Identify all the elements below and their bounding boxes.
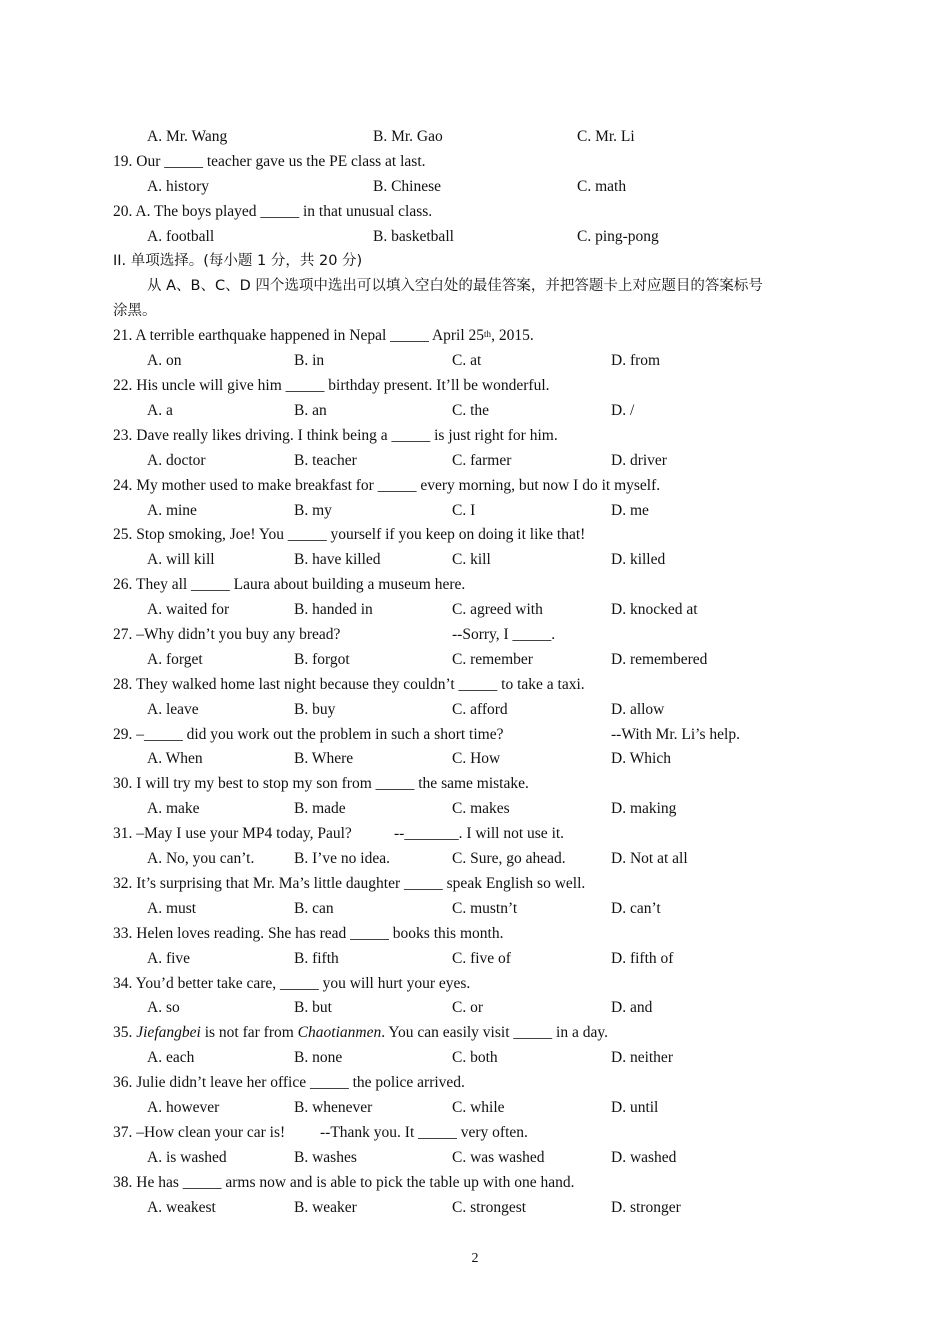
q37-option-d: D. washed: [611, 1149, 677, 1166]
q20-option-a: A. football: [147, 228, 215, 245]
q25-stem: 25. Stop smoking, Joe! You _____ yourself if you keep on doing it like that!: [113, 526, 586, 543]
q26-stem: 26. They all _____ Laura about building a museum here.: [113, 576, 466, 593]
q31-stem: 31. –May I use your MP4 today, Paul?: [113, 825, 352, 842]
q20-option-c: C. ping-pong: [577, 228, 659, 245]
q19-option-a: A. history: [147, 178, 209, 195]
section-instruction-line1: 从 A、B、C、D 四个选项中选出可以填入空白处的最佳答案，并把答题卡上对应题目的答案标号: [147, 278, 763, 294]
q33-option-c: C. five of: [452, 950, 511, 967]
q24-option-a: A. mine: [147, 502, 197, 519]
q27-stem: 27. –Why didn’t you buy any bread?: [113, 626, 341, 643]
q38-option-a: A. weakest: [147, 1199, 216, 1216]
q31-option-b: B. I’ve no idea.: [294, 850, 390, 867]
q35-stem-tail: . You can easily visit _____ in a day.: [381, 1024, 608, 1041]
q37-stem: 37. –How clean your car is!: [113, 1124, 286, 1141]
q27-option-b: B. forgot: [294, 651, 350, 668]
q23-option-b: B. teacher: [294, 452, 357, 469]
q35-number: 35.: [113, 1024, 133, 1041]
q34-option-d: D. and: [611, 999, 653, 1016]
q38-stem: 38. He has _____ arms now and is able to pick the table up with one hand.: [113, 1174, 575, 1191]
q21-superscript: th: [484, 329, 492, 339]
q23-stem: 23. Dave really likes driving. I think being a _____ is just right for him.: [113, 427, 558, 444]
q34-option-c: C. or: [452, 999, 483, 1016]
q25-option-c: C. kill: [452, 551, 491, 568]
q25-option-b: B. have killed: [294, 551, 381, 568]
q32-option-c: C. mustn’t: [452, 900, 518, 917]
section-instruction-line2: 涂黑。: [113, 303, 157, 319]
q35-option-c: C. both: [452, 1049, 498, 1066]
q21-option-b: B. in: [294, 352, 325, 369]
q30-stem: 30. I will try my best to stop my son from _____ the same mistake.: [113, 775, 529, 792]
q29-option-d: D. Which: [611, 750, 671, 767]
q22-option-c: C. the: [452, 402, 490, 419]
q21-option-a: A. on: [147, 352, 182, 369]
q20-option-b: B. basketball: [373, 228, 454, 245]
q29-option-c: C. How: [452, 750, 501, 767]
q28-option-a: A. leave: [147, 701, 199, 718]
q36-option-c: C. while: [452, 1099, 505, 1116]
q29-reply: --With Mr. Li’s help.: [611, 726, 740, 743]
q30-option-c: C. makes: [452, 800, 510, 817]
q33-option-b: B. fifth: [294, 950, 339, 967]
q37-option-b: B. washes: [294, 1149, 357, 1166]
q27-option-d: D. remembered: [611, 651, 708, 668]
q23-option-c: C. farmer: [452, 452, 512, 469]
q36-option-d: D. until: [611, 1099, 659, 1116]
q24-option-d: D. me: [611, 502, 649, 519]
q37-option-a: A. is washed: [147, 1149, 227, 1166]
q34-option-b: B. but: [294, 999, 332, 1016]
q35-option-a: A. each: [147, 1049, 195, 1066]
q35-stem: [113, 1023, 608, 1043]
q26-option-b: B. handed in: [294, 601, 373, 618]
q27-option-c: C. remember: [452, 651, 533, 668]
q31-reply: --_______. I will not use it.: [394, 825, 565, 842]
q19-option-b: B. Chinese: [373, 178, 442, 195]
q21-option-c: C. at: [452, 352, 482, 369]
q35-place-jiefangbei: Jiefangbei: [136, 1024, 201, 1041]
q29-option-b: B. Where: [294, 750, 354, 767]
page-number: 2: [471, 1251, 479, 1266]
q22-option-d: D. /: [611, 402, 635, 419]
section-heading: II. 单项选择。(每小题 1 分，共 20 分): [113, 253, 363, 269]
q38-option-b: B. weaker: [294, 1199, 357, 1216]
q36-option-b: B. whenever: [294, 1099, 373, 1116]
q18-option-b: B. Mr. Gao: [373, 128, 443, 145]
q36-stem: 36. Julie didn’t leave her office _____ the police arrived.: [113, 1074, 465, 1091]
q21-stem: [113, 326, 534, 346]
q25-option-a: A. will kill: [147, 551, 215, 568]
q30-option-b: B. made: [294, 800, 346, 817]
q23-option-d: D. driver: [611, 452, 667, 469]
q29-stem: 29. –_____ did you work out the problem in such a short time?: [113, 726, 504, 743]
q37-option-c: C. was washed: [452, 1149, 545, 1166]
q18-option-a: A. Mr. Wang: [147, 128, 228, 145]
q22-option-a: A. a: [147, 402, 173, 419]
q37-reply: --Thank you. It _____ very often.: [320, 1124, 528, 1141]
q31-option-c: C. Sure, go ahead.: [452, 850, 566, 867]
q38-option-c: C. strongest: [452, 1199, 527, 1216]
q29-option-a: A. When: [147, 750, 203, 767]
q27-option-a: A. forget: [147, 651, 203, 668]
q35-option-b: B. none: [294, 1049, 343, 1066]
q35-option-d: D. neither: [611, 1049, 673, 1066]
q22-option-b: B. an: [294, 402, 327, 419]
q33-stem: 33. Helen loves reading. She has read _____ books this month.: [113, 925, 504, 942]
q34-stem: 34. You’d better take care, _____ you will hurt your eyes.: [113, 975, 471, 992]
q31-option-a: A. No, you can’t.: [147, 850, 255, 867]
q32-option-b: B. can: [294, 900, 334, 917]
q20-stem: 20. A. The boys played _____ in that unusual class.: [113, 203, 433, 220]
q33-option-d: D. fifth of: [611, 950, 674, 967]
q30-option-d: D. making: [611, 800, 677, 817]
q24-option-b: B. my: [294, 502, 332, 519]
q34-option-a: A. so: [147, 999, 180, 1016]
q32-option-a: A. must: [147, 900, 197, 917]
q28-option-c: C. afford: [452, 701, 508, 718]
q26-option-a: A. waited for: [147, 601, 230, 618]
q24-option-c: C. I: [452, 502, 476, 519]
q35-stem-middle: is not far from: [200, 1024, 298, 1041]
q18-option-c: C. Mr. Li: [577, 128, 635, 145]
q23-option-a: A. doctor: [147, 452, 206, 469]
q21-stem-text: 21. A terrible earthquake happened in Nepal _____ April 25: [113, 327, 485, 344]
q26-option-d: D. knocked at: [611, 601, 698, 618]
q26-option-c: C. agreed with: [452, 601, 543, 618]
q33-option-a: A. five: [147, 950, 191, 967]
q36-option-a: A. however: [147, 1099, 220, 1116]
q28-option-d: D. allow: [611, 701, 665, 718]
q19-option-c: C. math: [577, 178, 627, 195]
q25-option-d: D. killed: [611, 551, 666, 568]
q21-stem-tail: , 2015.: [491, 327, 534, 344]
q35-place-chaotianmen: Chaotianmen: [297, 1024, 382, 1041]
q28-stem: 28. They walked home last night because they couldn’t _____ to take a taxi.: [113, 676, 585, 693]
q27-reply: --Sorry, I _____.: [452, 626, 556, 643]
q24-stem: 24. My mother used to make breakfast for _____ every morning, but now I do it myself.: [113, 477, 661, 494]
q30-option-a: A. make: [147, 800, 200, 817]
q32-option-d: D. can’t: [611, 900, 661, 917]
q28-option-b: B. buy: [294, 701, 336, 718]
q22-stem: 22. His uncle will give him _____ birthday present. It’ll be wonderful.: [113, 377, 550, 394]
q19-stem: 19. Our _____ teacher gave us the PE class at last.: [113, 153, 426, 170]
q32-stem: 32. It’s surprising that Mr. Ma’s little daughter _____ speak English so well.: [113, 875, 586, 892]
q31-option-d: D. Not at all: [611, 850, 688, 867]
q38-option-d: D. stronger: [611, 1199, 681, 1216]
q21-option-d: D. from: [611, 352, 661, 369]
